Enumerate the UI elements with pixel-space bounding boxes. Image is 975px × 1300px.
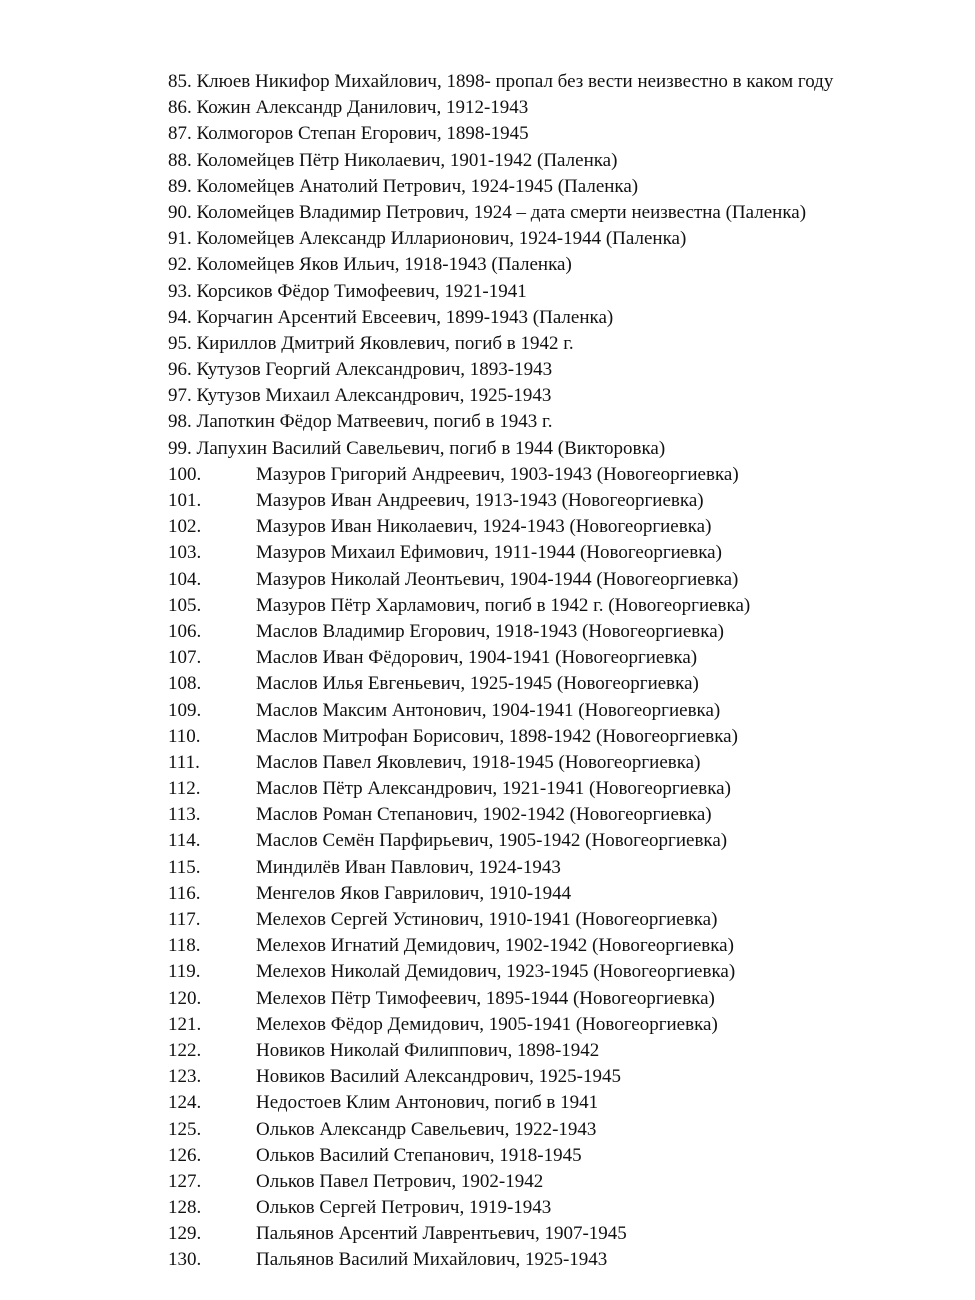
entry-text: Коломейцев Яков Ильич, 1918-1943 (Паленка)	[196, 254, 572, 276]
list-item	[168, 1247, 958, 1273]
list-item	[168, 69, 958, 95]
entry-number: 108.	[168, 673, 202, 695]
entry-number: 85.	[168, 71, 192, 92]
entry-text: Мелехов Николай Демидович, 1923-1945 (Новогеоргиевка)	[256, 961, 736, 983]
entry-text: Мелехов Сергей Устинович, 1910-1941 (Новогеоргиевка)	[256, 909, 718, 930]
entry-number: 126.	[168, 1144, 202, 1166]
entry-text: Мазуров Иван Николаевич, 1924-1943 (Новогеоргиевка)	[256, 516, 712, 538]
list-item	[168, 1169, 958, 1195]
entry-text: Колмогоров Степан Егорович, 1898-1945	[196, 123, 529, 145]
list-item	[168, 698, 958, 724]
entry-text: Маслов Роман Степанович, 1902-1942 (Новогеоргиевка)	[256, 804, 712, 826]
entry-number: 104.	[168, 568, 202, 590]
entry-number: 122.	[168, 1039, 202, 1061]
entry-text: Ольков Павел Петрович, 1902-1942	[256, 1170, 544, 1192]
list-item	[168, 802, 958, 828]
entry-number: 124.	[168, 1092, 202, 1114]
list-item	[168, 619, 958, 645]
entry-text: Маслов Пётр Александрович, 1921-1941 (Новогеоргиевка)	[256, 778, 731, 800]
list-item	[168, 1221, 958, 1247]
entry-text: Ольков Василий Степанович, 1918-1945	[256, 1144, 582, 1166]
entry-number: 91.	[168, 228, 192, 250]
list-item	[168, 331, 958, 357]
entry-text: Новиков Николай Филиппович, 1898-1942	[256, 1039, 600, 1061]
entry-text: Коломейцев Анатолий Петрович, 1924-1945 (Паленка)	[196, 175, 639, 197]
entry-number: 100.	[168, 463, 202, 485]
entry-text: Новиков Василий Александрович, 1925-1945	[256, 1066, 621, 1088]
entry-text: Мазуров Николай Леонтьевич, 1904-1944 (Новогеоргиевка)	[256, 568, 739, 590]
entry-number: 128.	[168, 1197, 202, 1219]
list-item	[168, 959, 958, 985]
entry-number: 118.	[168, 935, 201, 957]
list-item	[168, 383, 958, 409]
entry-text: Коломейцев Пётр Николаевич, 1901-1942 (Паленка)	[196, 149, 618, 171]
entry-number: 88.	[168, 149, 192, 171]
entry-number: 105.	[168, 594, 202, 616]
entry-text: Клюев Никифор Михайлович, 1898- пропал без вести неизвестно в каком году	[196, 71, 834, 92]
list-item	[168, 1143, 958, 1169]
list-item	[168, 567, 958, 593]
list-item	[168, 855, 958, 881]
list-item	[168, 671, 958, 697]
entry-text: Корсиков Фёдор Тимофеевич, 1921-1941	[196, 280, 527, 302]
entry-number: 119.	[168, 961, 201, 983]
entry-number: 101.	[168, 490, 202, 511]
entry-text: Маслов Павел Яковлевич, 1918-1945 (Новогеоргиевка)	[256, 751, 701, 773]
entry-number: 116.	[168, 882, 201, 904]
list-item	[168, 540, 958, 566]
entry-text: Маслов Илья Евгеньевич, 1925-1945 (Новогеоргиевка)	[256, 673, 699, 695]
entry-text: Корчагин Арсентий Евсеевич, 1899-1943 (Паленка)	[196, 306, 614, 328]
list-item	[168, 514, 958, 540]
list-item	[168, 986, 958, 1012]
list-item	[168, 148, 958, 174]
entry-number: 94.	[168, 306, 192, 328]
entry-text: Менгелов Яков Гаврилович, 1910-1944	[256, 882, 572, 904]
list-item	[168, 252, 958, 278]
entry-number: 114.	[168, 830, 201, 852]
entry-number: 117.	[168, 909, 201, 930]
entry-text: Мелехов Пётр Тимофеевич, 1895-1944 (Новогеоргиевка)	[256, 987, 715, 1009]
entry-number: 90.	[168, 201, 192, 223]
entry-text: Кутузов Георгий Александрович, 1893-1943	[196, 359, 553, 381]
entry-number: 98.	[168, 411, 192, 433]
entry-number: 121.	[168, 1013, 202, 1035]
list-item	[168, 436, 958, 462]
entry-text: Лапухин Василий Савельевич, погиб в 1944 (Викторовка)	[196, 437, 666, 459]
entry-number: 89.	[168, 175, 192, 197]
entry-text: Миндилёв Иван Павлович, 1924-1943	[256, 856, 561, 878]
entry-text: Пальянов Василий Михайлович, 1925-1943	[256, 1249, 608, 1271]
entry-text: Ольков Александр Савельевич, 1922-1943	[256, 1118, 597, 1140]
list-item	[168, 1064, 958, 1090]
entry-number: 92.	[168, 254, 192, 276]
entry-text: Лапоткин Фёдор Матвеевич, погиб в 1943 г.	[196, 411, 553, 433]
entry-text: Кириллов Дмитрий Яковлевич, погиб в 1942 г.	[196, 332, 574, 354]
list-item	[168, 1117, 958, 1143]
list-item	[168, 1012, 958, 1038]
entry-number: 129.	[168, 1223, 202, 1245]
entry-text: Маслов Митрофан Борисович, 1898-1942 (Новогеоргиевка)	[256, 725, 738, 747]
entry-number: 102.	[168, 516, 202, 538]
entry-text: Маслов Владимир Егорович, 1918-1943 (Новогеоргиевка)	[256, 620, 724, 642]
entry-number: 95.	[168, 332, 192, 354]
entry-number: 87.	[168, 123, 192, 145]
entry-number: 97.	[168, 385, 192, 407]
entry-text: Пальянов Арсентий Лаврентьевич, 1907-1945	[256, 1223, 627, 1245]
entry-text: Мазуров Пётр Харламович, погиб в 1942 г. (Новогеоргиевка)	[256, 594, 751, 616]
entry-text: Маслов Максим Антонович, 1904-1941 (Новогеоргиевка)	[256, 699, 721, 721]
entry-number: 93.	[168, 280, 192, 302]
list-item	[168, 593, 958, 619]
entry-number: 115.	[168, 856, 201, 878]
entry-number: 111.	[168, 751, 200, 773]
list-item	[168, 881, 958, 907]
list-item	[168, 357, 958, 383]
entry-number: 103.	[168, 542, 202, 564]
list-item	[168, 462, 958, 488]
entry-number: 123.	[168, 1066, 202, 1088]
entry-text: Маслов Иван Фёдорович, 1904-1941 (Новогеоргиевка)	[256, 647, 698, 669]
entry-text: Маслов Семён Парфирьевич, 1905-1942 (Новогеоргиевка)	[256, 830, 728, 852]
list-item	[168, 200, 958, 226]
entry-number: 125.	[168, 1118, 202, 1140]
list-item	[168, 1038, 958, 1064]
list-item	[168, 724, 958, 750]
entry-number: 112.	[168, 778, 201, 800]
entry-text: Мазуров Иван Андреевич, 1913-1943 (Новогеоргиевка)	[256, 490, 704, 511]
entry-text: Мазуров Григорий Андреевич, 1903-1943 (Новогеоргиевка)	[256, 463, 739, 485]
entry-number: 99.	[168, 437, 192, 459]
list-item	[168, 776, 958, 802]
list-item	[168, 1090, 958, 1116]
entry-text: Коломейцев Владимир Петрович, 1924 – дата смерти неизвестна (Паленка)	[196, 201, 807, 223]
list-item	[168, 828, 958, 854]
entry-number: 130.	[168, 1249, 202, 1271]
entry-number: 107.	[168, 647, 202, 669]
entry-number: 109.	[168, 699, 202, 721]
list-item	[168, 907, 958, 933]
list-item	[168, 488, 958, 514]
list-item	[168, 750, 958, 776]
list-item	[168, 95, 958, 121]
entry-text: Коломейцев Александр Илларионович, 1924-1944 (Паленка)	[196, 228, 687, 250]
list-item	[168, 645, 958, 671]
list-item	[168, 279, 958, 305]
entry-number: 110.	[168, 725, 201, 747]
entry-number: 96.	[168, 359, 192, 381]
list-item	[168, 933, 958, 959]
list-item	[168, 121, 958, 147]
entry-number: 86.	[168, 97, 192, 119]
entry-number: 113.	[168, 804, 201, 826]
entry-text: Ольков Сергей Петрович, 1919-1943	[256, 1197, 552, 1219]
list-item	[168, 226, 958, 252]
list-item	[168, 305, 958, 331]
entry-number: 120.	[168, 987, 202, 1009]
list-item	[168, 409, 958, 435]
entry-text: Мелехов Игнатий Демидович, 1902-1942 (Новогеоргиевка)	[256, 935, 734, 957]
entry-text: Кутузов Михаил Александрович, 1925-1943	[196, 385, 552, 407]
entry-text: Недостоев Клим Антонович, погиб в 1941	[256, 1092, 599, 1114]
entry-text: Мазуров Михаил Ефимович, 1911-1944 (Новогеоргиевка)	[256, 542, 722, 564]
list-item	[168, 1195, 958, 1221]
entry-number: 127.	[168, 1170, 202, 1192]
entry-text: Кожин Александр Данилович, 1912-1943	[196, 97, 529, 119]
list-item	[168, 174, 958, 200]
entry-number: 106.	[168, 620, 202, 642]
entry-text: Мелехов Фёдор Демидович, 1905-1941 (Новогеоргиевка)	[256, 1013, 718, 1035]
casualty-list	[168, 69, 958, 1274]
